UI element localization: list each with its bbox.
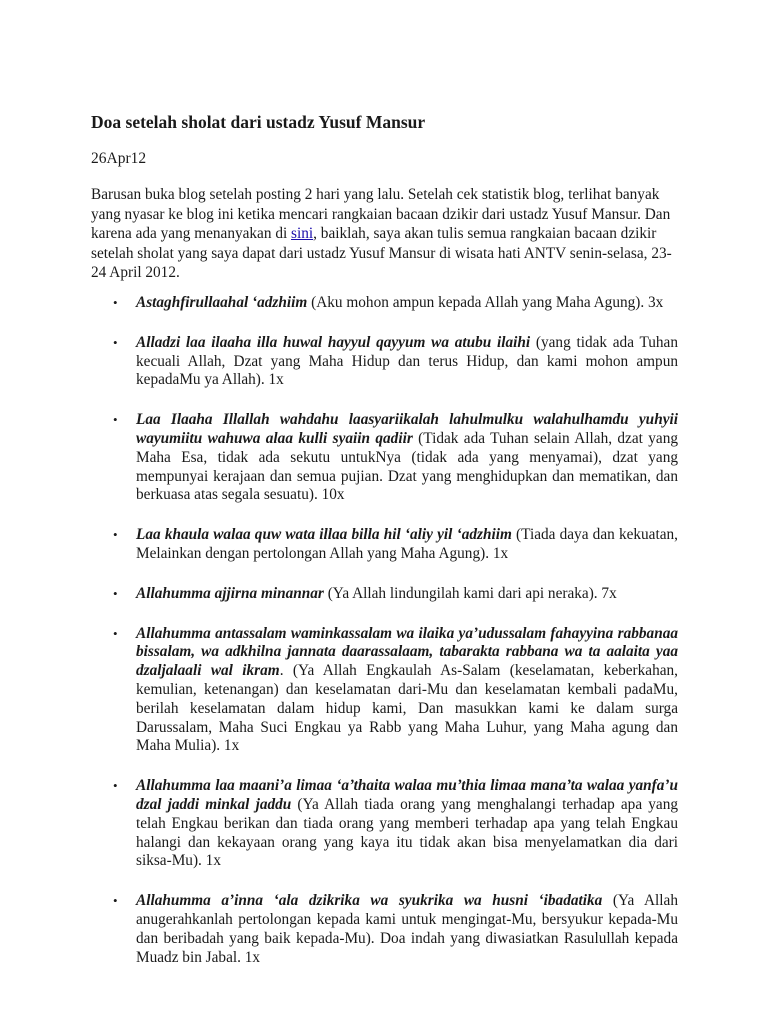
intro-text-end: , baiklah, saya akan tulis semua rangkaian bacaan dzikir setelah sholat yang saya dapat dari ustadz Yusuf Mansur di wisata hati ANTV senin-selasa, 23-24 April 2012. — [91, 225, 672, 281]
list-item — [91, 585, 678, 604]
doa-translation: (yang tidak ada Tuhan kecuali Allah, Dzat yang Maha Hidup dan terus Hidup, dan kami mohon ampun kepadaMu ya Allah). 1x — [136, 333, 678, 389]
list-item — [91, 625, 678, 757]
bullet-icon: • — [113, 893, 118, 909]
doa-translation: . (Ya Allah Engkaulah As-Salam (keselamatan, keberkahan, kemulian, ketenangan) dan keselamatan dari-Mu dan keselamatan kembali padaMu, berilah keselamatan dalam hidup kami, Dan masukkan kami ke dalam surga Darussalam, Maha Suci Engkau ya Rabb yang Maha Luhur, yang Maha agung dan Maha Mulia). 1x — [136, 662, 678, 755]
doa-arabic: Allahumma ajjirna minannar — [136, 584, 324, 602]
bullet-icon: • — [113, 625, 118, 641]
intro-link-sini[interactable]: sini — [291, 225, 314, 242]
doa-arabic: Allahumma a’inna ‘ala dzikrika wa syukrika wa husni ‘ibadatika — [136, 892, 603, 910]
intro-paragraph — [91, 185, 678, 283]
post-date: 26Apr12 — [91, 150, 147, 167]
bullet-icon: • — [113, 778, 118, 794]
doa-translation: (Ya Allah tiada orang yang menghalangi terhadap apa yang telah Engkau berikan dan tiada orang yang memberi terhadap apa yang telah Engkau halangi dan kekayaan orang yang kaya itu tidak akan bisa menyelamatkan dia dari siksa-Mu). 1x — [136, 795, 678, 870]
list-item — [91, 526, 678, 564]
intro-text-start: Barusan buka blog setelah posting 2 hari yang lalu. Setelah cek statistik blog, terlihat banyak yang nyasar ke blog ini ketika mencari rangkaian bacaan dzikir dari ustadz Yusuf Mansur. Dan karena ada yang menanyakan di — [91, 186, 671, 242]
bullet-icon: • — [113, 527, 118, 543]
page-title: Doa setelah sholat dari ustadz Yusuf Mansur — [91, 112, 426, 132]
doa-arabic: Laa khaula walaa quw wata illaa billa hil ‘aliy yil ‘adzhiim — [136, 526, 512, 544]
bullet-icon: • — [113, 412, 118, 428]
list-item — [91, 777, 678, 871]
bullet-icon: • — [113, 295, 118, 310]
doa-arabic: Allahumma antassalam waminkassalam wa ilaika ya’udussalam fahayyina rabbanaa bissalam, wa adkhilna jannata daarassalaam, tabarakta rabbana wa ta aalaita yaa dzaljalaali wal ikram — [136, 624, 678, 680]
bullet-icon: • — [113, 334, 118, 350]
bullet-icon: • — [113, 585, 118, 601]
doa-arabic: Laa Ilaaha Illallah wahdahu laasyariikalah lahulmulku walahulhamdu yuhyii wayumiitu wahuwa alaa kulli syaiin qadiir — [136, 411, 678, 447]
doa-arabic: Astaghfirullaahal ‘adzhiim — [136, 294, 308, 311]
doa-translation: (Tidak ada Tuhan selain Allah, dzat yang Maha Esa, tidak ada sekutu untukNya (tidak ada yang menyamai), dzat yang mempunyai kerajaan dan semua pujian. Dzat yang menghidupkan dan mematikan, dan berkuasa atas segala sesuatu). 10x — [136, 429, 678, 504]
doa-translation: (Tiada daya dan kekuatan, Melainkan dengan pertolongan Allah yang Maha Agung). 1x — [136, 526, 678, 562]
list-item — [91, 411, 678, 505]
doa-translation: (Ya Allah lindungilah kami dari api neraka). 7x — [323, 584, 617, 602]
doa-list — [91, 294, 678, 988]
doa-arabic: Alladzi laa ilaaha illa huwal hayyul qayyum wa atubu ilaihi — [136, 333, 531, 351]
list-item — [91, 334, 678, 390]
list-item — [91, 294, 678, 313]
list-item — [91, 892, 678, 967]
doa-translation: (Ya Allah anugerahkanlah pertolongan kepada kami untuk mengingat-Mu, bersyukur kepada-Mu dan beribadah yang baik kepada-Mu). Doa indah yang diwasiatkan Rasulullah kepada Muadz bin Jabal. 1x — [136, 892, 678, 966]
doa-translation: (Aku mohon ampun kepada Allah yang Maha Agung). 3x — [307, 294, 664, 311]
doa-arabic: Allahumma laa maani’a limaa ‘a’thaita walaa mu’thia limaa mana’ta walaa yanfa’u dzal jaddi minkal jaddu — [136, 777, 678, 813]
